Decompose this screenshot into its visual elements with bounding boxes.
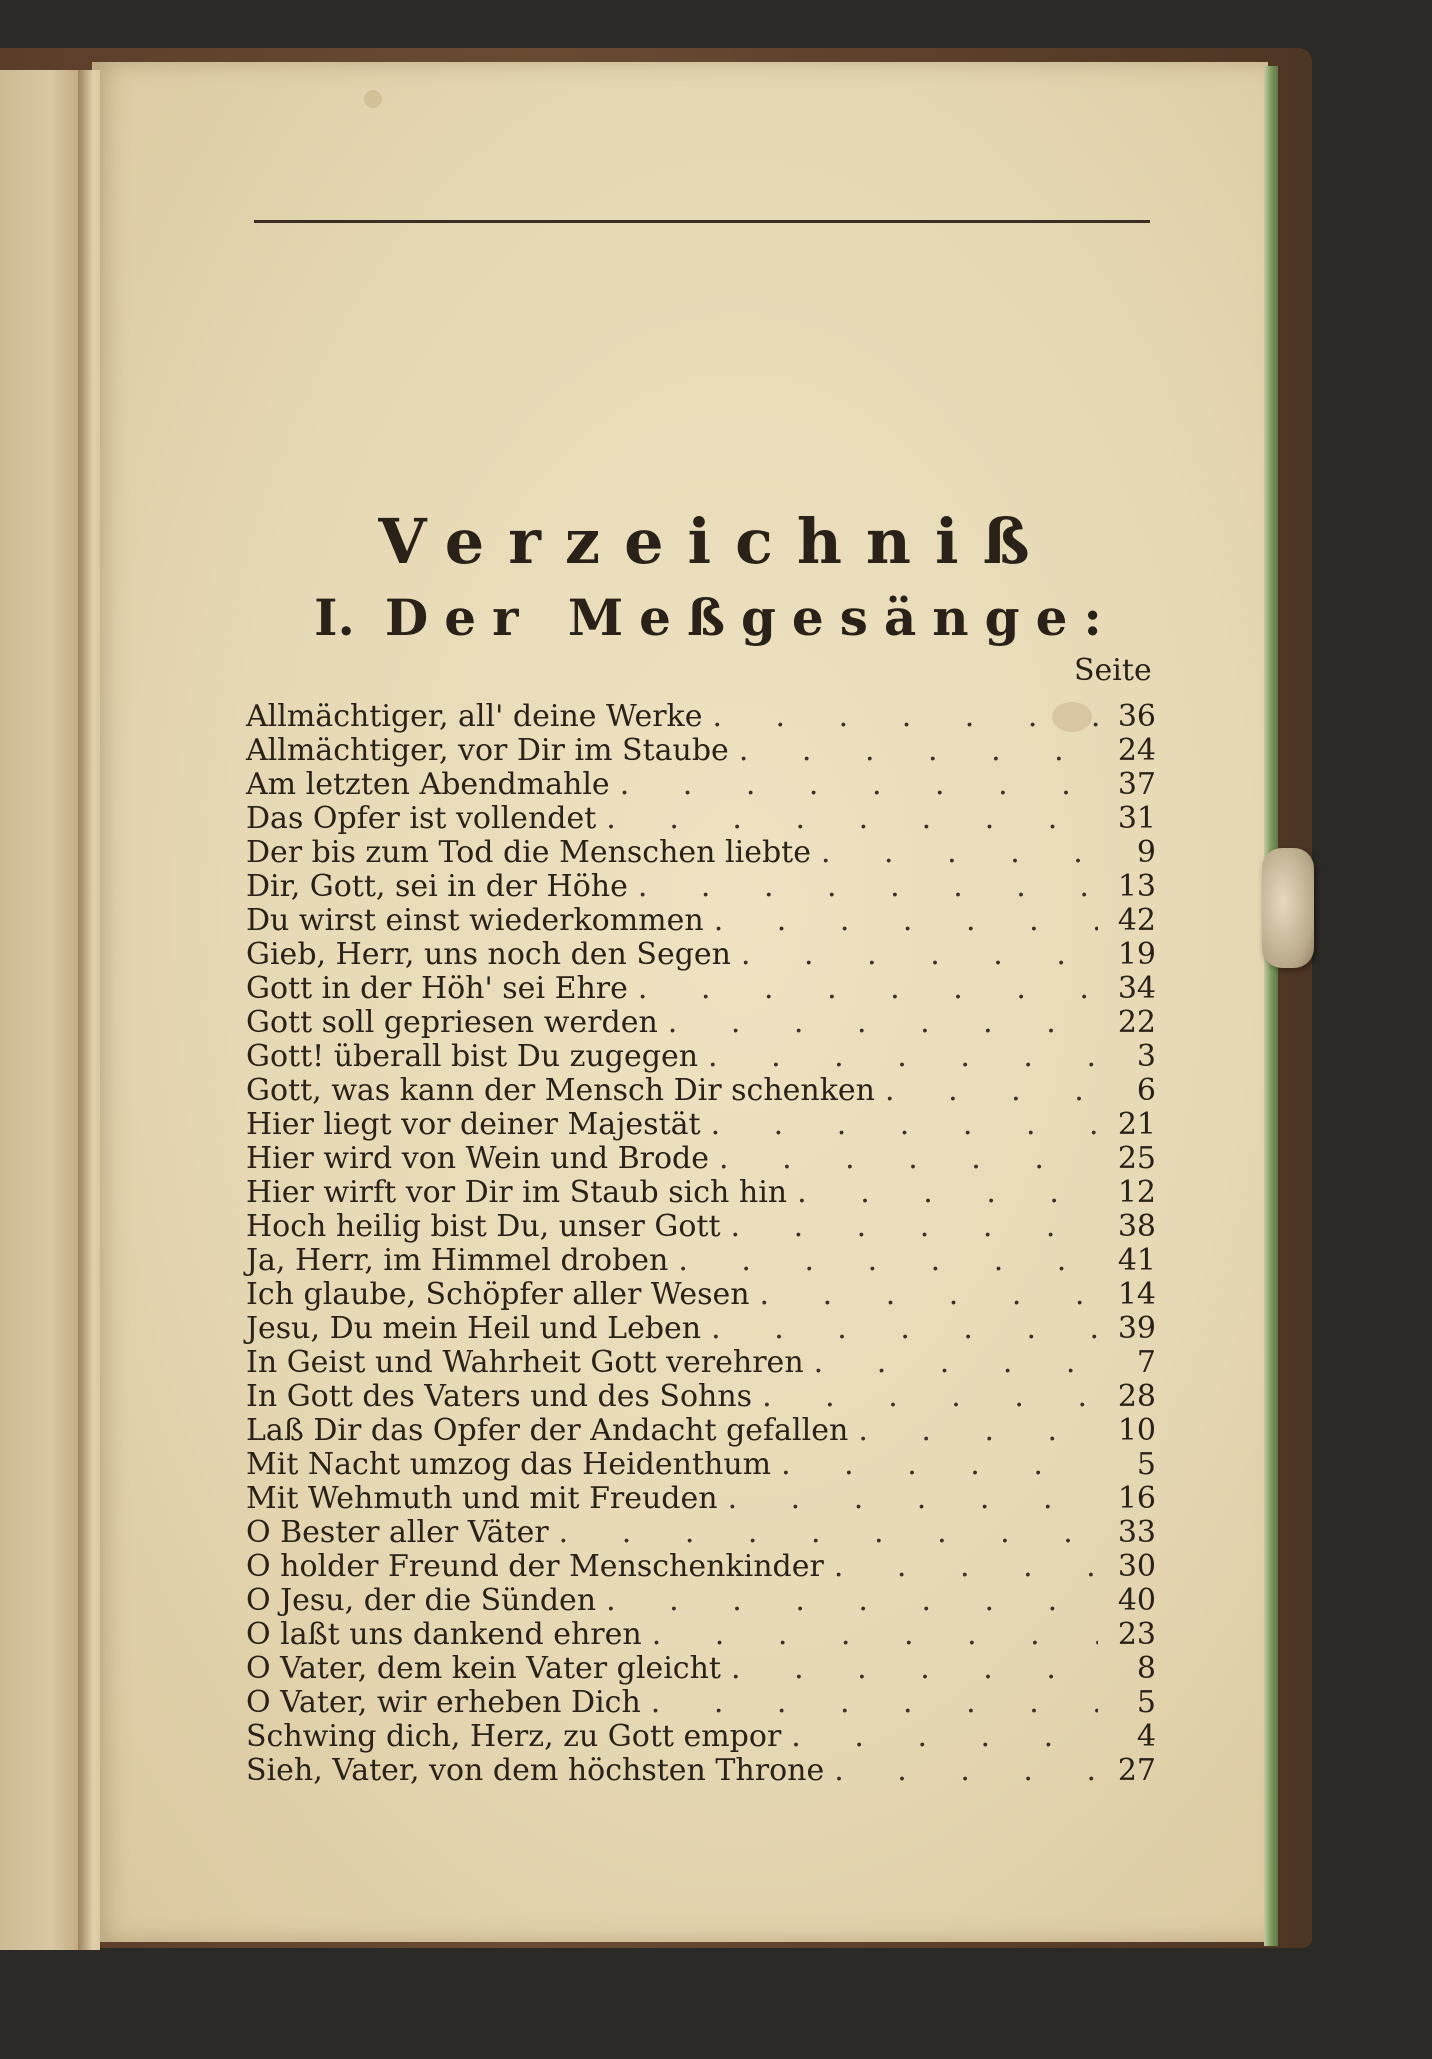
dot-leader <box>701 1108 1098 1142</box>
toc-entry <box>246 938 1156 972</box>
toc-entry-title: In Geist und Wahrheit Gott verehren <box>246 1345 804 1380</box>
toc-entry-page: 34 <box>1117 971 1156 1006</box>
toc-entry-page: 10 <box>1117 1413 1156 1448</box>
dot-leader <box>642 1618 1098 1652</box>
dot-leader <box>596 802 1098 836</box>
toc-entry-title: Der bis zum Tod die Menschen liebte <box>246 835 811 870</box>
toc-entry <box>246 1482 1156 1516</box>
section-title: Der Meßgesänge: <box>384 588 1118 647</box>
dot-leader <box>752 1380 1098 1414</box>
toc-entry <box>246 1380 1156 1414</box>
dot-leader <box>787 1176 1098 1210</box>
toc-entry-page: 4 <box>1136 1719 1156 1754</box>
toc-entry-title: O Bester aller Väter <box>246 1515 549 1550</box>
toc-entry <box>246 1142 1156 1176</box>
toc-entry-page: 31 <box>1117 801 1156 836</box>
toc-entry <box>246 1414 1156 1448</box>
toc-entry-title: Jesu, Du mein Heil und Leben <box>246 1311 702 1346</box>
toc-entry-page: 14 <box>1117 1277 1156 1312</box>
toc-entry-title: Hoch heilig bist Du, unser Gott <box>246 1209 721 1244</box>
toc-entry-page: 6 <box>1136 1073 1156 1108</box>
toc-entry-page: 36 <box>1117 699 1156 734</box>
dot-leader <box>658 1006 1098 1040</box>
toc-entry-page: 40 <box>1117 1583 1156 1618</box>
toc-entry-title: Ja, Herr, im Himmel droben <box>246 1243 669 1278</box>
page-title: Verzeichniß <box>378 505 1054 578</box>
dot-leader <box>709 1142 1098 1176</box>
dot-leader <box>610 768 1098 802</box>
section-number: I. <box>314 588 355 647</box>
dot-leader <box>875 1074 1098 1108</box>
toc-entry-page: 5 <box>1136 1447 1156 1482</box>
toc-entry <box>246 1176 1156 1210</box>
toc-entry-title: O laßt uns dankend ehren <box>246 1617 642 1652</box>
toc-entry-title: In Gott des Vaters und des Sohns <box>246 1379 753 1414</box>
toc-entry <box>246 1108 1156 1142</box>
toc-entry-title: Schwing dich, Herz, zu Gott empor <box>246 1719 782 1754</box>
page-edge-green <box>1264 66 1278 1946</box>
toc-entry-page: 9 <box>1136 835 1156 870</box>
toc-entry-page: 39 <box>1117 1311 1156 1346</box>
toc-entry <box>246 1720 1156 1754</box>
toc-entry-title: Hier liegt vor deiner Majestät <box>246 1107 701 1142</box>
toc-entry-title: Allmächtiger, all' deine Werke <box>246 699 703 734</box>
toc-entry-page: 23 <box>1117 1617 1156 1652</box>
toc-entry-page: 38 <box>1117 1209 1156 1244</box>
toc-entry-title: O Vater, wir erheben Dich <box>246 1685 641 1720</box>
toc-entry-page: 7 <box>1136 1345 1156 1380</box>
toc-entry-page: 42 <box>1117 903 1156 938</box>
toc-entry-page: 27 <box>1117 1753 1156 1788</box>
toc-entry <box>246 802 1156 836</box>
toc-entry <box>246 1074 1156 1108</box>
toc-entry-title: Hier wird von Wein und Brode <box>246 1141 709 1176</box>
header-rule <box>254 220 1150 223</box>
toc-entry-page: 5 <box>1136 1685 1156 1720</box>
dot-leader <box>750 1278 1098 1312</box>
dot-leader <box>804 1346 1098 1380</box>
toc-entry-page: 22 <box>1117 1005 1156 1040</box>
toc-entry-title: Mit Nacht umzog das Heidenthum <box>246 1447 772 1482</box>
toc-entry <box>246 1346 1156 1380</box>
toc-entry-title: O Vater, dem kein Vater gleicht <box>246 1651 721 1686</box>
dot-leader <box>721 1210 1098 1244</box>
toc-entry-title: Das Opfer ist vollendet <box>246 801 597 836</box>
toc-entry-page: 28 <box>1117 1379 1156 1414</box>
dot-leader <box>824 1754 1098 1788</box>
toc-entry <box>246 1516 1156 1550</box>
toc-entry <box>246 1584 1156 1618</box>
section-heading <box>0 588 1432 647</box>
toc-entry <box>246 1278 1156 1312</box>
toc-entry-page: 12 <box>1117 1175 1156 1210</box>
toc-entry-page: 21 <box>1117 1107 1156 1142</box>
dot-leader <box>721 1652 1098 1686</box>
dot-leader <box>731 938 1098 972</box>
dot-leader <box>771 1448 1098 1482</box>
toc-entry <box>246 1754 1156 1788</box>
dot-leader <box>701 1312 1098 1346</box>
dot-leader <box>718 1482 1098 1516</box>
toc-entry-title: Allmächtiger, vor Dir im Staube <box>246 733 729 768</box>
toc-entry-title: O Jesu, der die Sünden <box>246 1583 597 1618</box>
toc-entry <box>246 870 1156 904</box>
dot-leader <box>628 870 1098 904</box>
toc-entry-page: 19 <box>1117 937 1156 972</box>
toc-entry <box>246 1686 1156 1720</box>
dot-leader <box>668 1244 1098 1278</box>
book-clasp <box>1262 848 1314 968</box>
dot-leader <box>628 972 1098 1006</box>
toc-entry <box>246 904 1156 938</box>
dot-leader <box>824 1550 1098 1584</box>
toc-entry-title: Gott! überall bist Du zugegen <box>246 1039 699 1074</box>
toc-entry <box>246 972 1156 1006</box>
toc-entry-page: 33 <box>1117 1515 1156 1550</box>
toc-entry <box>246 1040 1156 1074</box>
toc-entry <box>246 836 1156 870</box>
toc-entry-title: Gott soll gepriesen werden <box>246 1005 658 1040</box>
paper-stain <box>364 90 382 108</box>
page-column-label: Seite <box>1074 653 1152 688</box>
dot-leader <box>848 1414 1098 1448</box>
toc-entry-title: Am letzten Abendmahle <box>246 767 610 802</box>
toc-entry-title: Ich glaube, Schöpfer aller Wesen <box>246 1277 750 1312</box>
toc-entry-page: 37 <box>1117 767 1156 802</box>
toc-entry-page: 41 <box>1117 1243 1156 1278</box>
toc-entry-title: Mit Wehmuth und mit Freuden <box>246 1481 718 1516</box>
dot-leader <box>702 700 1098 734</box>
toc-entry-title: Du wirst einst wiederkommen <box>246 903 704 938</box>
toc-entry <box>246 1618 1156 1652</box>
toc-entry-title: Gott, was kann der Mensch Dir schenken <box>246 1073 876 1108</box>
dot-leader <box>811 836 1098 870</box>
toc-entry <box>246 1244 1156 1278</box>
dot-leader <box>781 1720 1098 1754</box>
toc-entry-page: 13 <box>1117 869 1156 904</box>
dot-leader <box>641 1686 1098 1720</box>
toc-entry-title: Gott in der Höh' sei Ehre <box>246 971 628 1006</box>
toc-entry-title: Hier wirft vor Dir im Staub sich hin <box>246 1175 788 1210</box>
dot-leader <box>596 1584 1098 1618</box>
dot-leader <box>729 734 1098 768</box>
toc-entry-page: 24 <box>1117 733 1156 768</box>
dot-leader <box>704 904 1098 938</box>
toc-entry-page: 8 <box>1136 1651 1156 1686</box>
left-page-edge <box>0 70 86 1950</box>
toc-entry-page: 16 <box>1117 1481 1156 1516</box>
table-of-contents <box>246 700 1156 1788</box>
toc-entry <box>246 700 1156 734</box>
toc-entry <box>246 1550 1156 1584</box>
toc-entry <box>246 734 1156 768</box>
toc-entry-title: Laß Dir das Opfer der Andacht gefallen <box>246 1413 849 1448</box>
toc-entry-page: 25 <box>1117 1141 1156 1176</box>
toc-entry <box>246 1210 1156 1244</box>
toc-entry-page: 30 <box>1117 1549 1156 1584</box>
toc-entry <box>246 1448 1156 1482</box>
toc-entry <box>246 768 1156 802</box>
toc-entry <box>246 1006 1156 1040</box>
page-gutter <box>78 70 100 1950</box>
toc-entry-title: Gieb, Herr, uns noch den Segen <box>246 937 731 972</box>
toc-entry-page: 3 <box>1136 1039 1156 1074</box>
toc-entry <box>246 1652 1156 1686</box>
dot-leader <box>698 1040 1098 1074</box>
toc-entry <box>246 1312 1156 1346</box>
dot-leader <box>549 1516 1098 1550</box>
toc-entry-title: O holder Freund der Menschenkinder <box>246 1549 824 1584</box>
toc-entry-title: Sieh, Vater, von dem höchsten Throne <box>246 1753 825 1788</box>
toc-entry-title: Dir, Gott, sei in der Höhe <box>246 869 628 904</box>
